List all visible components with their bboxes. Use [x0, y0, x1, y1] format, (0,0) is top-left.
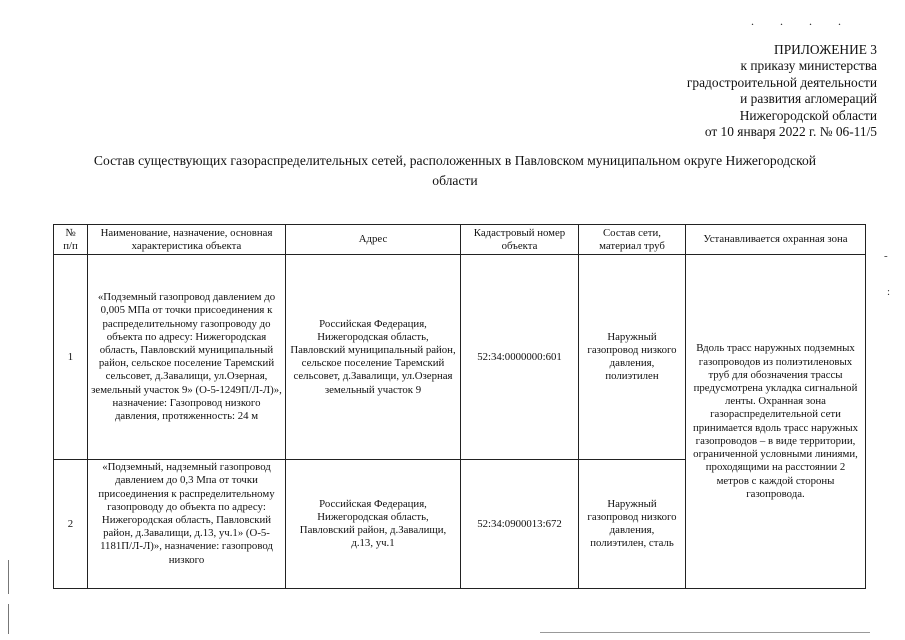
- table-header-row: [54, 225, 866, 255]
- scan-artifact: -: [884, 250, 888, 262]
- header-name: Наименование, назначение, основная характеристика объекта: [88, 225, 286, 255]
- scan-dots: ....: [751, 14, 867, 28]
- row-protection-zone: Вдоль трасс наружных подземных газопроводов из полиэтиленовых труб для обозначения трассы предусмотрена укладка сигнальной ленты. Охранная зона газораспределительной сети принимается вдоль трасс наружных газопроводов – в виде территории, ограниченной условными линиями, проходящими на расстоянии 2 метров с каждой стороны газопровода.: [686, 255, 866, 589]
- row-name-cell: [88, 460, 286, 589]
- row-address: Российская Федерация, Нижегородская область, Павловский муниципальный район, сельское поселение Таремский сельсовет, д.Завалищи, ул.Озерная земельный участок 9: [286, 255, 461, 460]
- appendix-line: Нижегородской области: [739, 107, 877, 123]
- row-cadastral: 52:34:0900013:672: [461, 460, 579, 589]
- appendix-line: к приказу министерства: [740, 58, 877, 74]
- header-number-line: п/п: [63, 239, 78, 252]
- header-zone: Устанавливается охранная зона: [686, 225, 866, 255]
- document-title-line: Состав существующих газораспределительных сетей, расположенных в Павловском муниципальном округе Нижегородской: [93, 153, 817, 168]
- row-number: 1: [54, 255, 88, 460]
- row-name: «Подземный, надземный газопровод давлением до 0,3 Мпа от точки присоединения к распределительному газопроводу до объекта по адресу: Нижегородская область, Павловский район, д.Завалищи, д.13, уч.1» (О-5-1181П/Л-Л)», назначение: газопровод низкого: [98, 461, 275, 566]
- document-title-line: области: [432, 173, 478, 188]
- row-address: Российская Федерация, Нижегородская область, Павловский район, д.Завалищи, д.13, уч.1: [286, 460, 461, 589]
- appendix-line: от 10 января 2022 г. № 06-11/5: [704, 124, 877, 140]
- row-number: 2: [54, 460, 88, 589]
- document-title: [40, 151, 870, 191]
- gas-networks-table: [53, 224, 866, 589]
- scan-artifact: [540, 632, 870, 633]
- appendix-line: и развития агломераций: [740, 91, 877, 107]
- row-cadastral: 52:34:0000000:601: [461, 255, 579, 460]
- header-number: [54, 225, 88, 255]
- header-network: Состав сети, материал труб: [579, 225, 686, 255]
- header-cadastral: Кадастровый номер объекта: [461, 225, 579, 255]
- appendix-block: [517, 42, 877, 140]
- appendix-line: градостроительной деятельности: [686, 74, 877, 90]
- header-address: Адрес: [286, 225, 461, 255]
- row-name: «Подземный газопровод давлением до 0,005 МПа от точки присоединения к распределительному газопроводу до объекта по адресу: Нижегородская область, Павловский муниципальный район, сельское поселение Таремский сельсовет, д.Завалищи, ул.Озерная, земельный участок 9» (О-5-1249П/Л-Л)», назначение: Газопровод низкого давления, протяженность: 24 м: [88, 255, 286, 460]
- table-row: [54, 255, 866, 460]
- header-number-line: №: [65, 227, 76, 239]
- scan-artifact: [8, 604, 9, 634]
- scan-artifact: :: [887, 286, 891, 298]
- row-network: Наружный газопровод низкого давления, полиэтилен: [579, 255, 686, 460]
- appendix-line: ПРИЛОЖЕНИЕ 3: [774, 42, 877, 57]
- scan-artifact: [8, 560, 9, 594]
- row-network: Наружный газопровод низкого давления, полиэтилен, сталь: [579, 460, 686, 589]
